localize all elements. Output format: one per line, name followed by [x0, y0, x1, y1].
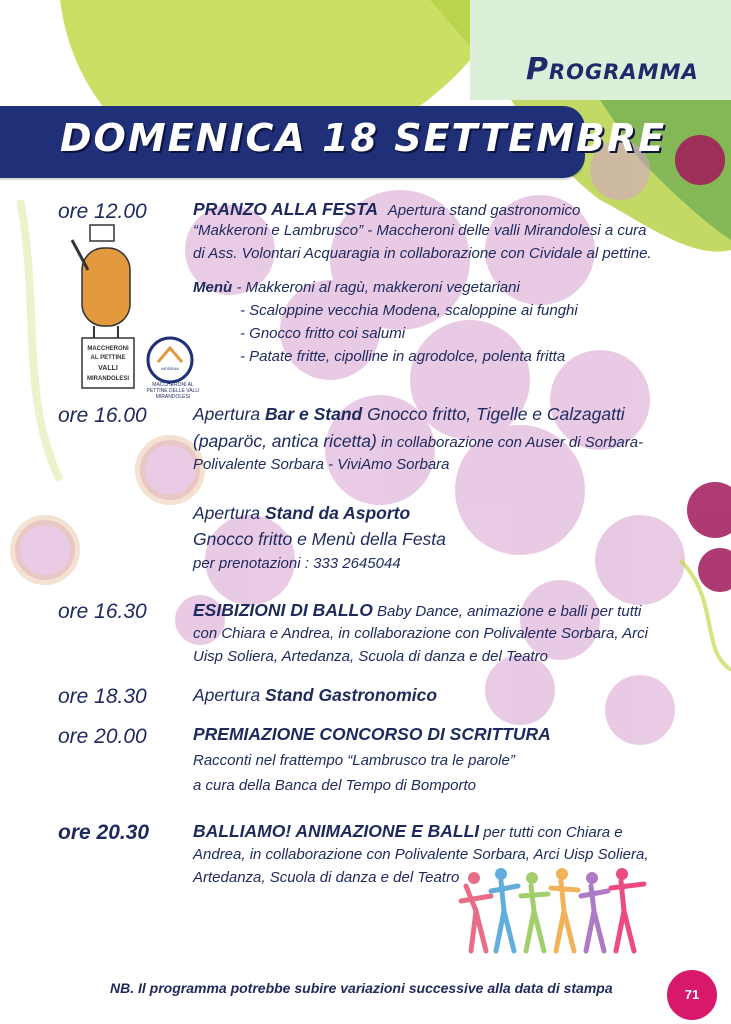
event-time: ore 18.30	[58, 685, 147, 708]
event-line: Polivalente Sorbara - ViviAmo Sorbara	[193, 456, 450, 473]
event-highlight: Bar e Stand	[264, 404, 363, 424]
date-title: DOMENICA 18 SETTEMBRE	[60, 116, 667, 160]
event-line: Uisp Soliera, Artedanza, Scuola di danza e del Teatro	[193, 648, 548, 665]
event-line	[193, 685, 437, 706]
event-line	[193, 404, 625, 425]
event-title: ESIBIZIONI DI BALLO	[193, 600, 373, 620]
event-text: Apertura	[193, 404, 265, 424]
event-line	[193, 503, 410, 524]
footer-note: NB. Il programma potrebbe subire variazioni successive alla data di stampa	[110, 980, 613, 996]
event-text: Apertura	[193, 685, 265, 705]
menu-item: - Patate fritte, cipolline in agrodolce, polenta fritta	[240, 348, 566, 365]
event-title: PREMIAZIONE CONCORSO DI SCRITTURA	[193, 724, 551, 744]
menu-label: Menù	[193, 279, 233, 296]
event-time: ore 16.00	[58, 404, 147, 427]
menu-item: - Gnocco fritto coi salumi	[240, 325, 406, 342]
event-line: Andrea, in collaborazione con Polivalente Sorbara, Arci Uisp Soliera,	[193, 846, 649, 863]
event-line	[193, 821, 623, 842]
event-highlight: Stand da Asporto	[264, 503, 411, 523]
event-highlight: Stand Gastronomico	[264, 685, 438, 705]
event-text: in collaborazione con Auser di Sorbara-	[376, 434, 644, 451]
dancers-illustration	[456, 866, 656, 956]
menu-item: - Scaloppine vecchia Modena, scaloppine ai funghi	[240, 302, 578, 319]
event-text: Apertura	[193, 503, 265, 523]
svg-text:MIRANDOLESI: MIRANDOLESI	[87, 376, 129, 382]
event-line: di Ass. Volontari Acquaragia in collaborazione con Cividale al pettine.	[193, 245, 652, 262]
event-time: ore 20.00	[58, 725, 147, 748]
event-line: con Chiara e Andrea, in collaborazione con Polivalente Sorbara, Arci	[193, 625, 648, 642]
event-line: Artedanza, Scuola di danza e del Teatro	[193, 869, 460, 886]
event-time: ore 12.00	[58, 200, 147, 223]
event-time: ore 20.30	[58, 821, 150, 844]
booking-line: per prenotazioni : 333 2645044	[193, 555, 401, 572]
event-line: Gnocco fritto e Menù della Festa	[193, 529, 446, 549]
event-time: ore 16.30	[58, 600, 147, 623]
event-text: Baby Dance, animazione e balli per tutti	[372, 603, 642, 620]
event-line: “Makkeroni e Lambrusco” - Maccheroni delle valli Mirandolesi a cura	[193, 222, 647, 239]
event-text: Apertura stand gastronomico	[387, 202, 581, 219]
svg-text:VALLI: VALLI	[98, 365, 118, 372]
svg-text:MODENA: MODENA	[161, 366, 179, 371]
event-title: PRANZO ALLA FESTA	[193, 199, 379, 219]
page-number-badge: 71	[667, 970, 717, 1020]
svg-text:AL PETTINE: AL PETTINE	[90, 355, 126, 361]
section-title: Programma	[526, 52, 699, 87]
event-line	[193, 600, 641, 621]
event-text: Gnocco fritto, Tigelle e Calzagatti	[362, 404, 625, 424]
tradizioni-caption: MACCHERONI AL PETTINE DELLE VALLI MIRANDOLESI	[146, 382, 200, 400]
event-line	[193, 199, 580, 220]
event-title: BALLIAMO! ANIMAZIONE E BALLI	[193, 821, 480, 841]
event-text: (paparöc, antica ricetta)	[193, 431, 377, 451]
menu-line	[193, 279, 520, 296]
event-line: a cura della Banca del Tempo di Bomporto	[193, 777, 476, 794]
event-line: Racconti nel frattempo “Lambrusco tra le parole”	[193, 752, 515, 769]
event-text: per tutti con Chiara e	[479, 824, 623, 841]
menu-item: - Makkeroni al ragù, makkeroni vegetariani	[232, 279, 520, 296]
svg-text:MACCHERONI: MACCHERONI	[87, 346, 129, 352]
event-line	[193, 431, 643, 452]
